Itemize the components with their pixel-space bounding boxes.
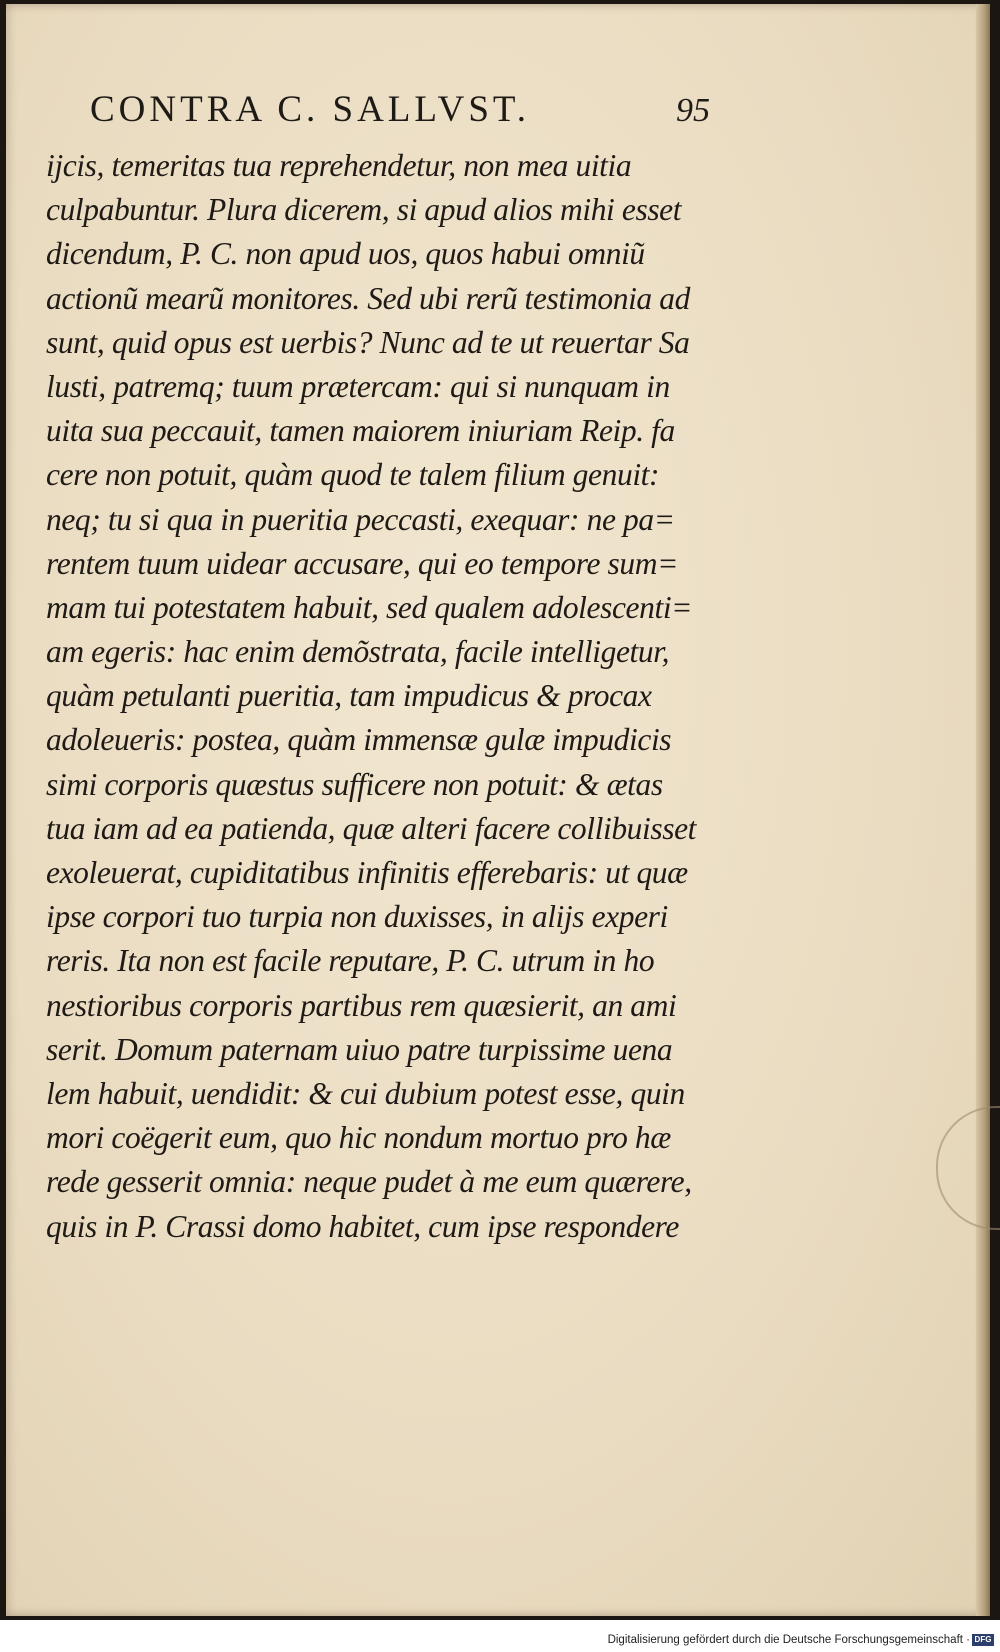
text-line: tua iam ad ea patienda, quæ alteri facere collibuisset [46, 810, 697, 846]
text-line: reris. Ita non est facile reputare, P. C. utrum in ho [46, 943, 655, 979]
text-line: ijcis, temeritas tua reprehendetur, non mea uitia [46, 148, 632, 183]
text-line: nestioribus corporis partibus rem quæsierit, an ami [46, 987, 677, 1023]
running-head: CONTRA C. SALLVST. [90, 89, 531, 130]
text-line: uita sua peccauit, tamen maiorem iniuriam Reip. fa [46, 413, 675, 449]
body-text [46, 144, 746, 1249]
text-line: exoleuerat, cupiditatibus infinitis efferebaris: ut quæ [46, 855, 688, 890]
text-line: am egeris: hac enim demõstrata, facile intelligetur, [46, 634, 670, 670]
text-line: rentem tuum uidear accusare, qui eo tempore sum= [46, 545, 678, 581]
text-line: sunt, quid opus est uerbis? Nunc ad te ut reuertar Sa [46, 324, 690, 360]
text-line: simi corporis quæstus sufficere non potuit: & ætas [46, 766, 663, 802]
text-line: rede gesserit omnia: neque pudet à me eum quærere, [46, 1164, 692, 1200]
page-header [90, 88, 710, 138]
text-line: ipse corpori tuo turpia non duxisses, in alijs experi [46, 899, 668, 935]
text-line: lem habuit, uendidit: & cui dubium potest esse, quin [46, 1075, 685, 1111]
text-line: mam tui potestatem habuit, sed qualem adolescenti= [46, 589, 693, 625]
text-line: quis in P. Crassi domo habitet, cum ipse respondere [46, 1208, 679, 1244]
text-line: quàm petulanti pueritia, tam impudicus & procax [46, 678, 652, 714]
page-clip-mark [936, 1106, 1000, 1230]
text-line: cere non potuit, quàm quod te talem filium genuit: [46, 457, 660, 493]
text-line: mori coëgerit eum, quo hic nondum mortuo pro hæ [46, 1120, 671, 1156]
page-edge [976, 4, 990, 1616]
text-line: neq; tu si qua in pueritia peccasti, exequar: ne pa= [46, 501, 675, 537]
text-line: culpabuntur. Plura dicerem, si apud alios mihi esset [46, 192, 682, 228]
book-page [6, 4, 990, 1616]
page-number: 95 [676, 92, 710, 129]
digitization-credit: Digitalisierung gefördert durch die Deutsche Forschungsgemeinschaft · [607, 1634, 970, 1646]
dfg-logo: DFG [972, 1634, 994, 1646]
text-line: adoleueris: postea, quàm immensæ gulæ impudicis [46, 722, 672, 758]
text-line: serit. Domum paternam uiuo patre turpissime uena [46, 1031, 673, 1067]
text-line: lusti, patremq; tuum prætercam: qui si nunquam in [46, 368, 670, 404]
text-line: dicendum, P. C. non apud uos, quos habui omniũ [46, 236, 645, 272]
text-line: actionũ mearũ monitores. Sed ubi rerũ testimonia ad [46, 280, 690, 316]
